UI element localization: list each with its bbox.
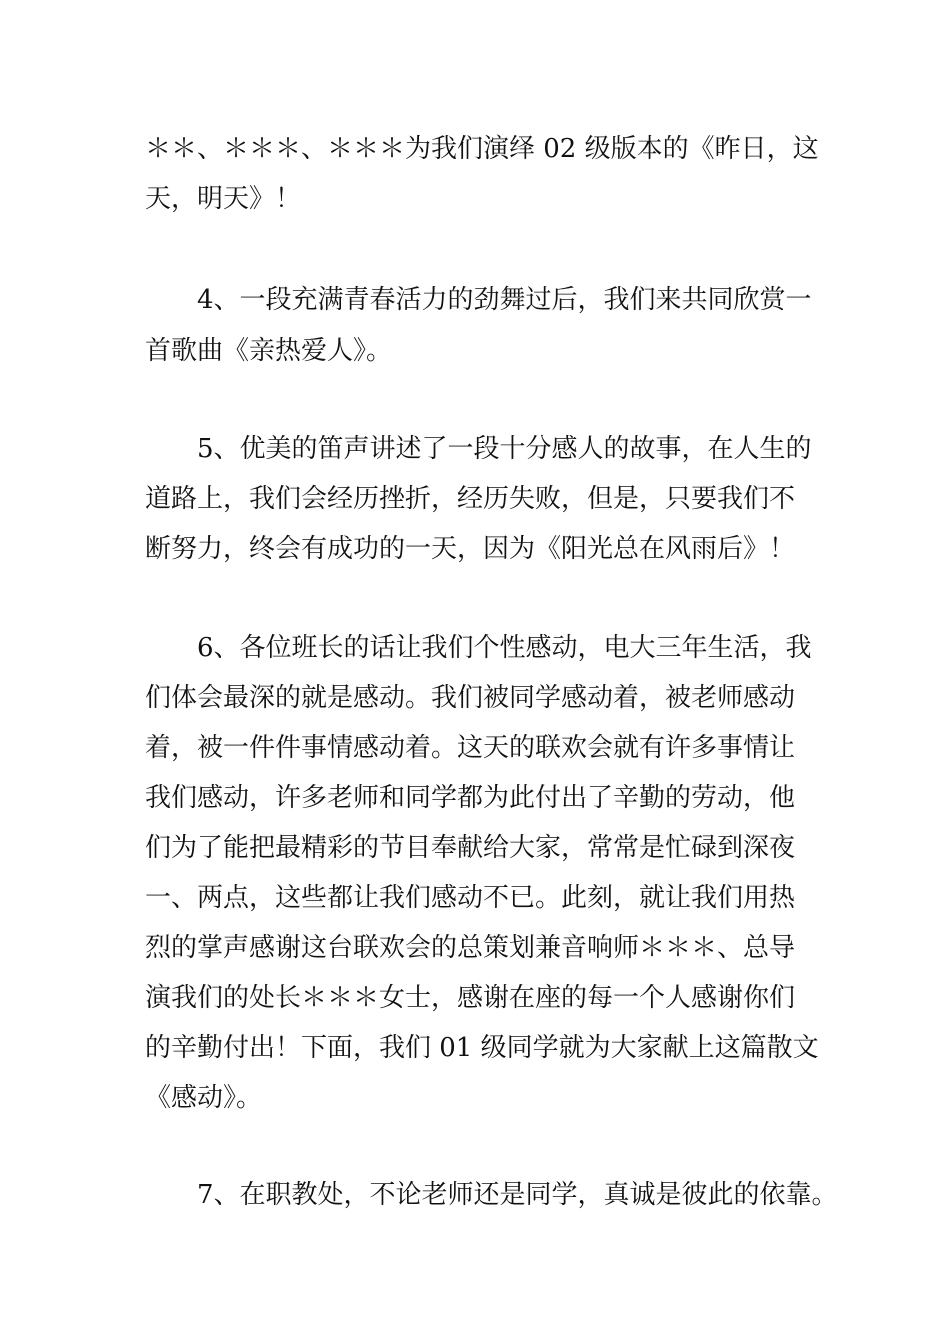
paragraph-1-line-1: ＊＊、＊＊＊、＊＊＊为我们演绎 02 级版本的《昨日，这 [145,134,819,164]
paragraph-4-line-3: 着，被一件件事情感动着。这天的联欢会就有许多事情让 [145,733,796,763]
paragraph-1-line-2: 天，明天》！ [145,184,302,214]
paragraph-3-line-2: 道路上，我们会经历挫折，经历失败，但是，只要我们不 [145,484,796,514]
paragraph-2-line-2: 首歌曲《亲热爱人》。 [145,336,393,366]
paragraph-4-line-1: 6、各位班长的话让我们个性感动，电大三年生活，我 [197,633,812,663]
paragraph-4-line-6: 一、两点，这些都让我们感动不已。此刻，就让我们用热 [145,883,796,913]
paragraph-4-line-5: 们为了能把最精彩的节目奉献给大家，常常是忙碌到深夜 [145,833,796,863]
paragraph-4-line-10: 《感动》。 [145,1083,263,1113]
paragraph-3-line-1: 5、优美的笛声讲述了一段十分感人的故事，在人生的 [197,434,812,464]
paragraph-5-line-1: 7、在职教处，不论老师还是同学，真诚是彼此的依靠。 [197,1180,838,1210]
paragraph-4-line-4: 我们感动，许多老师和同学都为此付出了辛勤的劳动，他 [145,783,796,813]
paragraph-4-line-2: 们体会最深的就是感动。我们被同学感动着，被老师感动 [145,683,796,713]
paragraph-4-line-9: 的辛勤付出！下面，我们 01 级同学就为大家献上这篇散文 [145,1033,819,1063]
paragraph-2-line-1: 4、一段充满青春活力的劲舞过后，我们来共同欣赏一 [197,285,812,315]
paragraph-4-line-8: 演我们的处长＊＊＊女士，感谢在座的每一个人感谢你们 [145,983,796,1013]
paragraph-3-line-3: 断努力，终会有成功的一天，因为《阳光总在风雨后》！ [145,534,796,564]
paragraph-4-line-7: 烈的掌声感谢这台联欢会的总策划兼音响师＊＊＊、总导 [145,933,796,963]
